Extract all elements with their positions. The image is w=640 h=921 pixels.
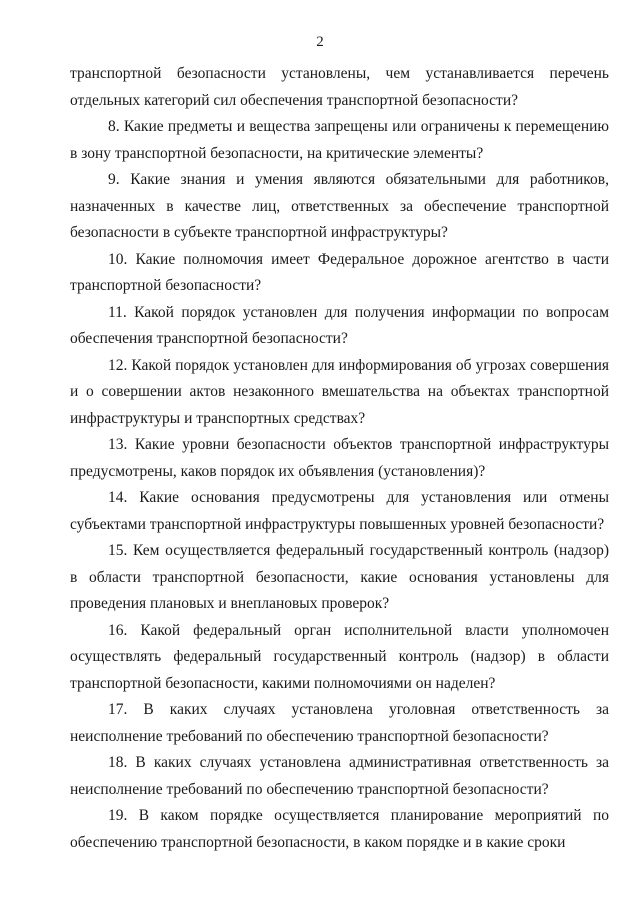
question-10: 10. Какие полномочия имеет Федеральное дорожное агентство в части транспортной безопасности? [70, 250, 609, 294]
question-14: 14. Какие основания предусмотрены для установления или отмены субъектами транспортной инфраструктуры повышенных уровней безопасности? [70, 489, 609, 533]
question-18: 18. В каких случаях установлена административная ответственность за неисполнение требований по обеспечению транспортной безопасности? [70, 754, 609, 798]
question-19: 19. В каком порядке осуществляется планирование мероприятий по обеспечению транспортной безопасности, в каком порядке и в какие сроки [70, 807, 609, 851]
document-body [70, 61, 609, 856]
question-16: 16. Какой федеральный орган исполнительной власти уполномочен осуществлять федеральный государственный контроль (надзор) в области транспортной безопасности, какими полномочиями он наделен? [70, 621, 609, 692]
question-11: 11. Какой порядок установлен для получения информации по вопросам обеспечения транспортной безопасности? [70, 303, 609, 347]
question-15: 15. Кем осуществляется федеральный государственный контроль (надзор) в области транспортной безопасности, какие основания установлены для проведения плановых и внеплановых проверок? [70, 542, 609, 612]
question-9: 9. Какие знания и умения являются обязательными для работников, назначенных в качестве лиц, ответственных за обеспечение транспортной безопасности в субъекте транспортной инфраструктуры? [70, 171, 609, 241]
question-13: 13. Какие уровни безопасности объектов транспортной инфраструктуры предусмотрены, каков порядок их объявления (установления)? [70, 436, 609, 480]
question-12: 12. Какой порядок установлен для информирования об угрозах совершения и о совершении актов незаконного вмешательства на объектах транспортной инфраструктуры и транспортных средствах? [70, 356, 609, 427]
paragraph-continued: транспортной безопасности установлены, чем устанавливается перечень отдельных категорий сил обеспечения транспортной безопасности? [70, 65, 609, 109]
question-17: 17. В каких случаях установлена уголовная ответственность за неисполнение требований по обеспечению транспортной безопасности? [70, 701, 609, 745]
question-8: 8. Какие предметы и вещества запрещены или ограничены к перемещению в зону транспортной безопасности, на критические элементы? [70, 118, 609, 162]
page-number: 2 [316, 34, 324, 50]
